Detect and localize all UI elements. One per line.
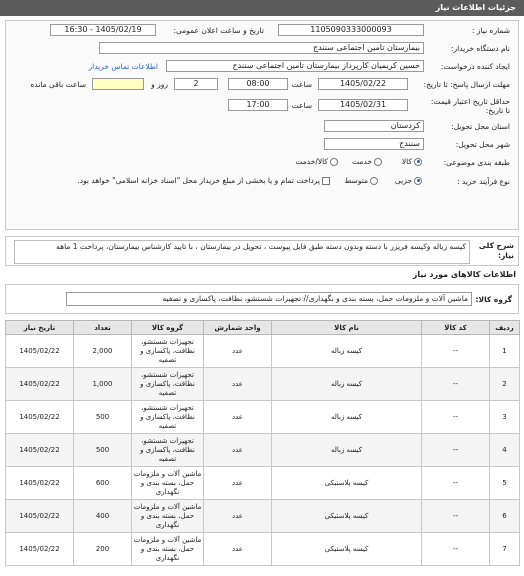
cell-need-date: 1405/02/22 (6, 467, 74, 500)
description-label: شرح کلی نیاز: (478, 241, 514, 260)
cell-quantity: 1,000 (74, 368, 132, 401)
header-item-name: نام کالا (272, 321, 422, 335)
cell-item-group: تجهیزات شستشو، نظافت، پاکسازی و تصفیه (132, 401, 204, 434)
deadline-date-field: 1405/02/22 (318, 78, 408, 90)
cell-item-name: کیسه زباله (272, 434, 422, 467)
cell-item-group: ماشین آلات و ملزومات حمل، بسته بندی و نگهداری (132, 500, 204, 533)
header-item-code: کد کالا (422, 321, 490, 335)
process-label: نوع فرآیند خرید : (456, 177, 510, 186)
cell-need-date: 1405/02/22 (6, 335, 74, 368)
category-option-goods-service[interactable]: کالا/خدمت (295, 157, 338, 166)
cell-item-name: کیسه زباله (272, 335, 422, 368)
table-header-row (6, 321, 520, 335)
header-row-number: ردیف (490, 321, 520, 335)
need-number-field: 1105090333000093 (278, 24, 424, 36)
header-need-date: تاریخ نیاز (6, 321, 74, 335)
page-header (0, 0, 524, 16)
cell-quantity: 500 (74, 434, 132, 467)
radio-icon (330, 158, 338, 166)
announce-date-field: 1405/02/19 - 16:30 (50, 24, 156, 36)
validity-time-field: 17:00 (228, 99, 288, 111)
cell-quantity: 400 (74, 500, 132, 533)
cell-unit: عدد (204, 533, 272, 566)
cell-item-code: -- (422, 401, 490, 434)
cell-unit: عدد (204, 401, 272, 434)
province-label: استان محل تحویل: (451, 122, 510, 131)
radio-icon (370, 177, 378, 185)
need-details-panel (5, 20, 519, 230)
header-quantity: تعداد (74, 321, 132, 335)
category-option-goods[interactable]: کالا (402, 157, 422, 166)
cell-item-name: کیسه زباله (272, 368, 422, 401)
cell-need-date: 1405/02/22 (6, 500, 74, 533)
creator-label: ایجاد کننده درخواست: (440, 62, 510, 71)
validity-time-label: ساعت (291, 101, 312, 110)
province-field: کردستان (324, 120, 424, 132)
days-label: روز و (151, 80, 168, 89)
cell-item-group: ماشین آلات و ملزومات حمل، بسته بندی و نگهداری (132, 533, 204, 566)
cell-item-code: -- (422, 368, 490, 401)
announce-date-label: تاریخ و ساعت اعلان عمومی: (173, 26, 264, 35)
header-unit: واحد شمارش (204, 321, 272, 335)
table-row (6, 467, 520, 500)
buyer-field: بیمارستان تامین اجتماعی سنندج (99, 42, 424, 54)
table-row (6, 434, 520, 467)
hours-remaining-field (92, 78, 144, 90)
days-remaining-field: 2 (174, 78, 218, 90)
page-title: جزئیات اطلاعات نیاز (435, 3, 516, 12)
cell-quantity: 200 (74, 533, 132, 566)
radio-selected-icon (414, 158, 422, 166)
cell-item-group: تجهیزات شستشو، نظافت، پاکسازی و تصفیه (132, 434, 204, 467)
cell-need-date: 1405/02/22 (6, 533, 74, 566)
cell-quantity: 500 (74, 401, 132, 434)
cell-item-group: ماشین آلات و ملزومات حمل، بسته بندی و نگهداری (132, 467, 204, 500)
validity-label: حداقل تاریخ اعتبار قیمت: تا تاریخ: (430, 97, 510, 115)
table-row (6, 401, 520, 434)
cell-item-group: تجهیزات شستشو، نظافت، پاکسازی و تصفیه (132, 335, 204, 368)
cell-unit: عدد (204, 368, 272, 401)
goods-table (5, 320, 520, 566)
cell-item-code: -- (422, 533, 490, 566)
cell-row-number: 4 (490, 434, 520, 467)
process-option-minor[interactable]: جزیی (395, 176, 422, 185)
validity-date-field: 1405/02/31 (318, 99, 408, 111)
deadline-label: مهلت ارسال پاسخ: تا تاریخ: (423, 80, 510, 89)
deadline-time-field: 08:00 (228, 78, 288, 90)
city-field: سنندج (324, 138, 424, 150)
deadline-time-label: ساعت (291, 80, 312, 89)
cell-item-name: کیسه پلاستیکی (272, 500, 422, 533)
creator-field: حسین کریمیان کارپرداز بیمارستان تامین اجتماعی سنندج (166, 60, 424, 72)
cell-row-number: 5 (490, 467, 520, 500)
goods-section-title: اطلاعات کالاهای مورد نیاز (412, 270, 516, 279)
cell-quantity: 2,000 (74, 335, 132, 368)
cell-need-date: 1405/02/22 (6, 434, 74, 467)
checkbox-icon (322, 177, 330, 185)
cell-unit: عدد (204, 434, 272, 467)
table-row (6, 335, 520, 368)
cell-quantity: 600 (74, 467, 132, 500)
table-row (6, 368, 520, 401)
cell-need-date: 1405/02/22 (6, 401, 74, 434)
table-row (6, 500, 520, 533)
cell-item-code: -- (422, 500, 490, 533)
cell-item-name: کیسه پلاستیکی (272, 533, 422, 566)
cell-unit: عدد (204, 500, 272, 533)
goods-group-field: ماشین آلات و ملزومات حمل، بسته بندی و نگهداری// تجهیزات شستشو، نظافت، پاکسازی و تصفیه (66, 292, 472, 306)
radio-icon (374, 158, 382, 166)
cell-unit: عدد (204, 467, 272, 500)
need-number-label: شماره نیاز : (471, 26, 510, 35)
cell-item-group: تجهیزات شستشو، نظافت، پاکسازی و تصفیه (132, 368, 204, 401)
process-option-medium[interactable]: متوسط (344, 176, 378, 185)
cell-item-name: کیسه زباله (272, 401, 422, 434)
radio-selected-icon (414, 177, 422, 185)
city-label: شهر محل تحویل: (455, 140, 510, 149)
category-label: طبقه بندی موضوعی: (443, 158, 510, 167)
table-row (6, 533, 520, 566)
cell-unit: عدد (204, 335, 272, 368)
goods-group-label: گروه کالا: (475, 295, 512, 304)
treasury-payment-checkbox[interactable]: پرداخت تمام و یا بخشی از مبلغ خریداز محل "اسناد خزانه اسلامی" خواهد بود. (77, 176, 330, 185)
cell-item-name: کیسه پلاستیکی (272, 467, 422, 500)
goods-group-section (5, 284, 519, 314)
description-text: کیسه زباله وکیسه فریزر با دسته وبدون دسته طبق فایل پیوست ، تحویل در بیمارستان ، با تایید کارشناس بیمارستان، پرداخت 1 ماهه (14, 240, 470, 264)
cell-row-number: 2 (490, 368, 520, 401)
cell-row-number: 1 (490, 335, 520, 368)
hours-remaining-label: ساعت باقی مانده (30, 80, 86, 89)
cell-row-number: 6 (490, 500, 520, 533)
cell-item-code: -- (422, 335, 490, 368)
category-option-service[interactable]: خدمت (352, 157, 382, 166)
description-section (5, 236, 519, 266)
buyer-label: نام دستگاه خریدار: (450, 44, 510, 53)
buyer-contact-link[interactable]: اطلاعات تماس خریدار (88, 62, 158, 71)
cell-row-number: 7 (490, 533, 520, 566)
header-item-group: گروه کالا (132, 321, 204, 335)
cell-row-number: 3 (490, 401, 520, 434)
cell-item-code: -- (422, 467, 490, 500)
cell-item-code: -- (422, 434, 490, 467)
cell-need-date: 1405/02/22 (6, 368, 74, 401)
